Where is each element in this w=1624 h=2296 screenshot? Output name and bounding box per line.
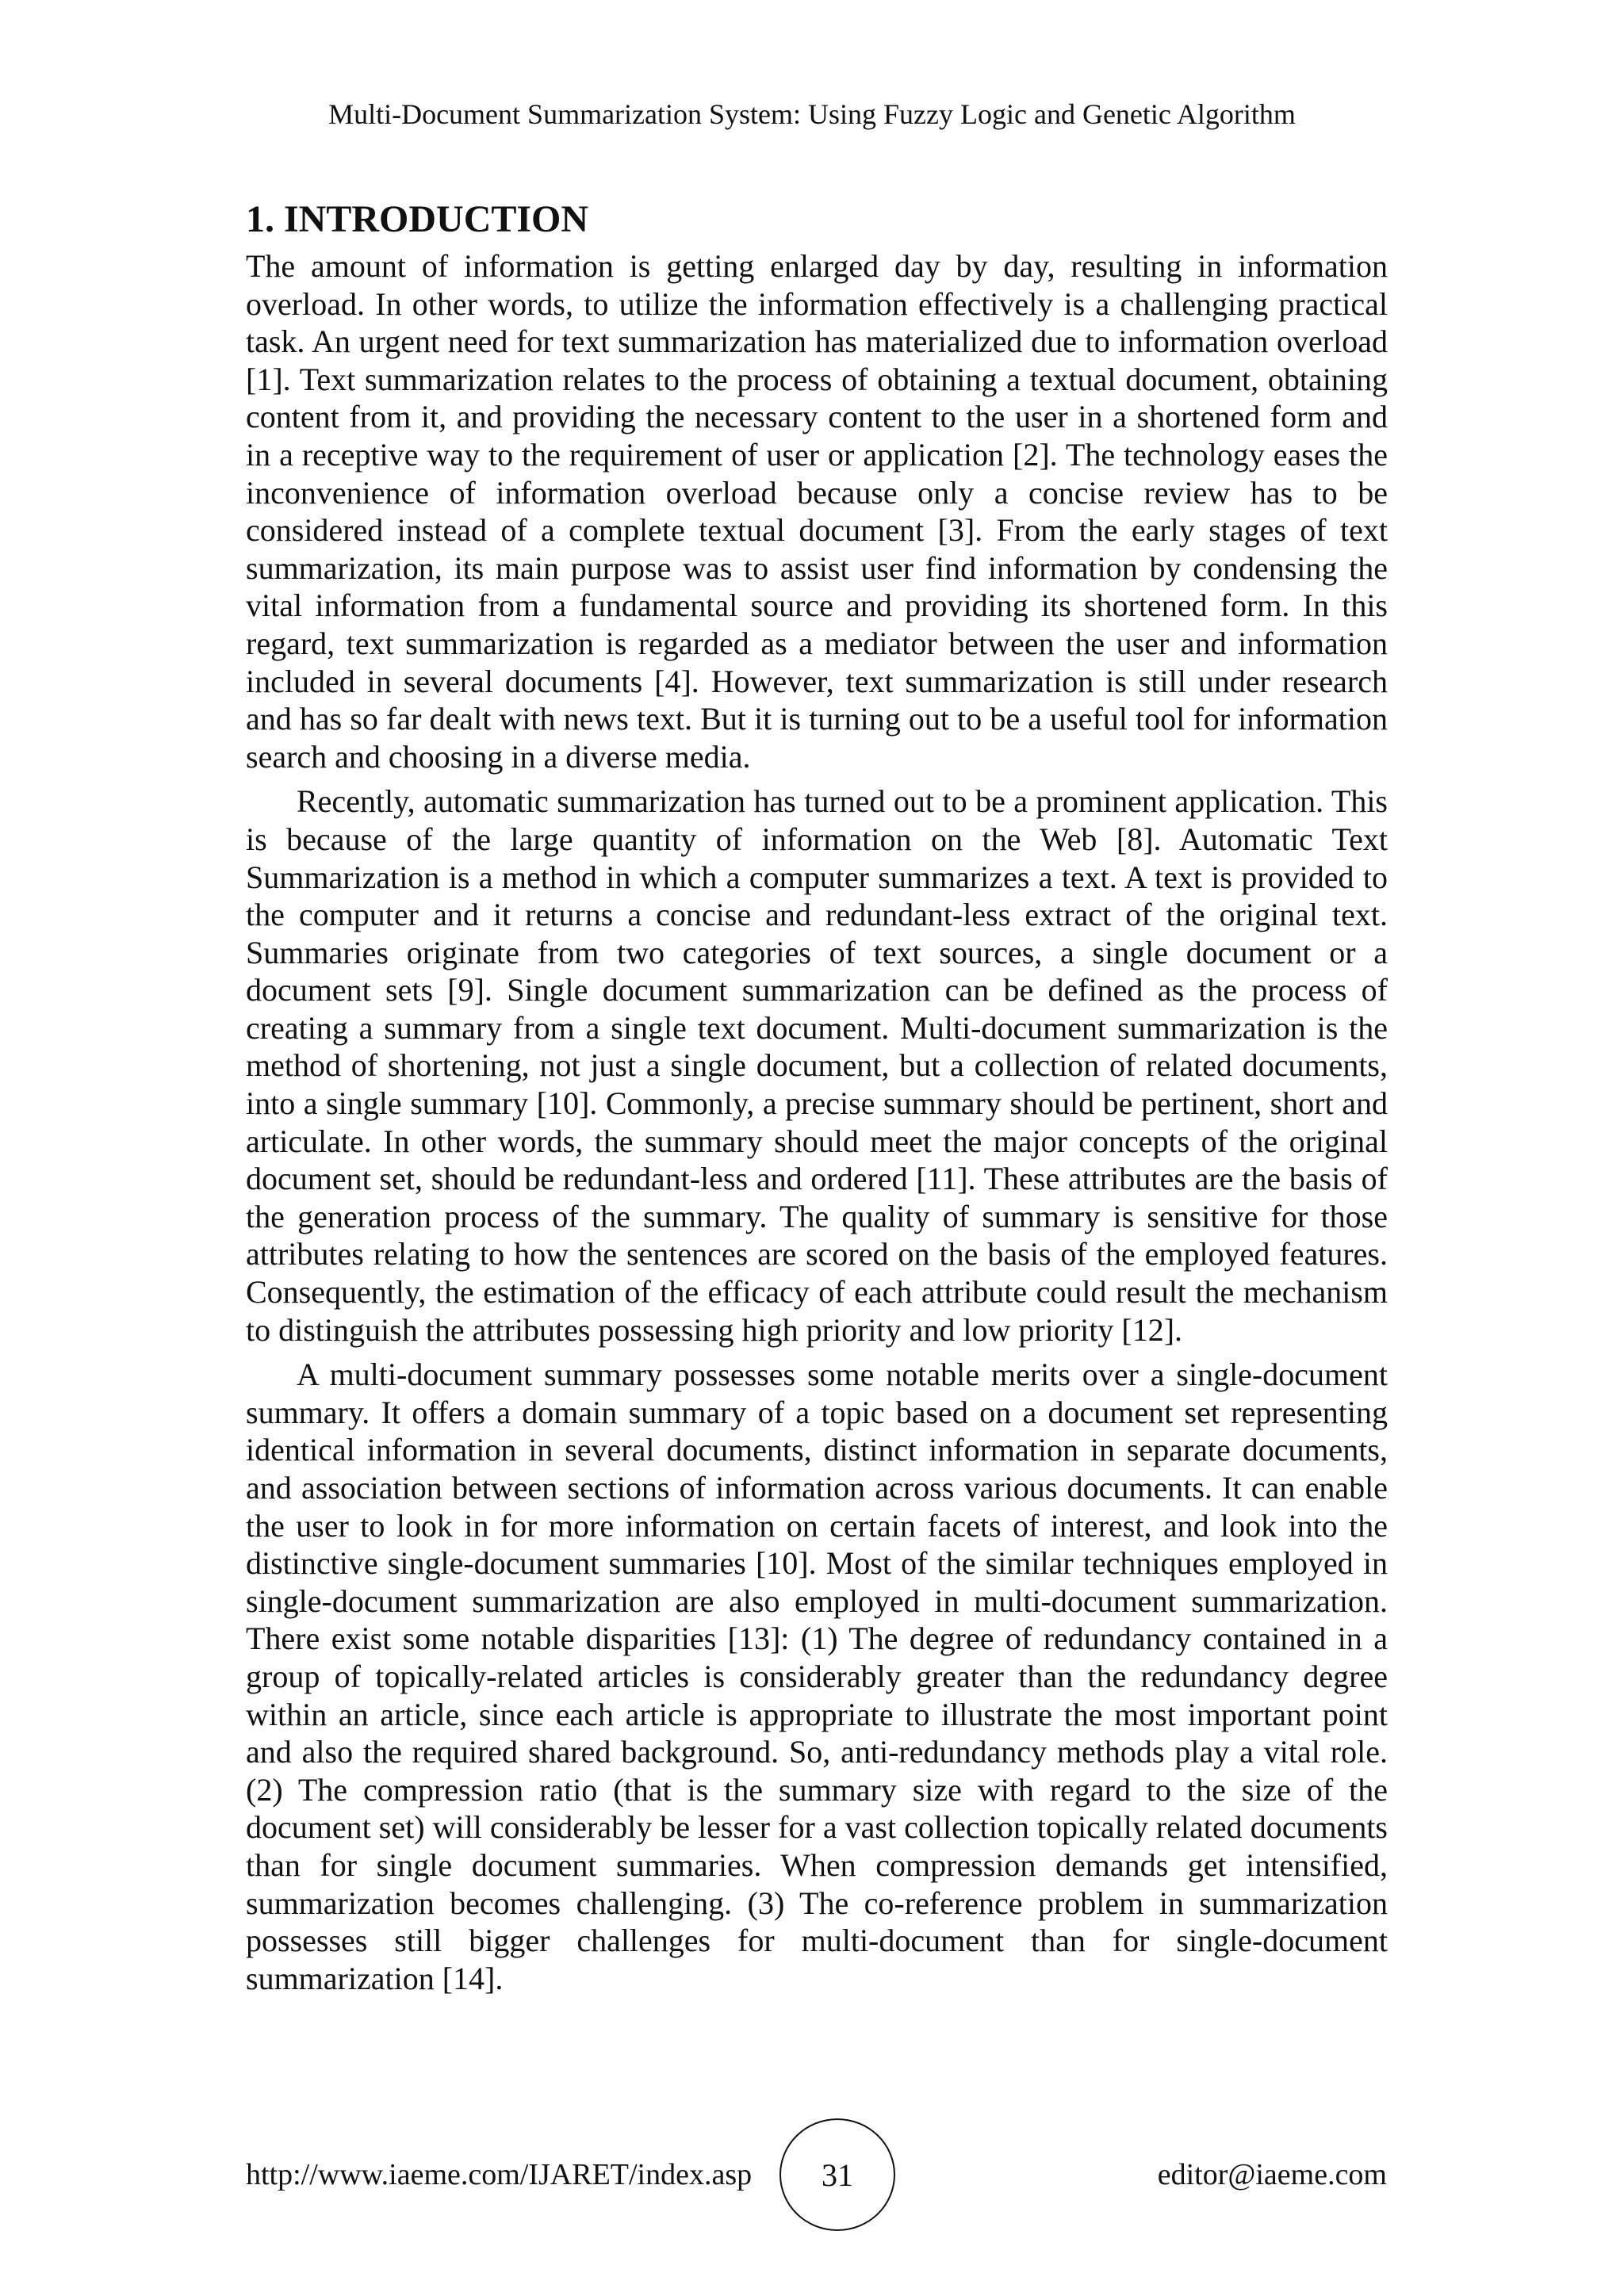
section-heading: 1. INTRODUCTION [246, 198, 589, 240]
section-body [246, 247, 1388, 2004]
paragraph-1: The amount of information is getting enlarged day by day, resulting in information overload. In other words, to utilize the information effectively is a challenging practical task. An urgent need for text summarization has materialized due to information overload [1]. Text summarization relates to the process of obtaining a textual document, obtaining content from it, and providing the necessary content to the user in a shortened form and in a receptive way to the requirement of user or application [2]. The technology eases the inconvenience of information overload because only a concise review has to be considered instead of a complete textual document [3]. From the early stages of text summarization, its main purpose was to assist user find information by condensing the vital information from a fundamental source and providing its shortened form. In this regard, text summarization is regarded as a mediator between the user and information included in several documents [4]. However, text summarization is still under research and has so far dealt with news text. But it is turning out to be a useful tool for information search and choosing in a diverse media. [246, 248, 1388, 775]
footer-email-link[interactable]: editor@iaeme.com [1157, 2158, 1387, 2191]
footer-url-link[interactable]: http://www.iaeme.com/IJARET/index.asp [246, 2158, 753, 2191]
page-number: 31 [779, 2118, 895, 2231]
paragraph-2: Recently, automatic summarization has turned out to be a prominent application. This is because of the large quantity of information on the Web [8]. Automatic Text Summarization is a method in which a computer summarizes a text. A text is provided to the computer and it returns a concise and redundant-less extract of the original text. Summaries originate from two categories of text sources, a single document or a document sets [9]. Single document summarization can be defined as the process of creating a summary from a single text document. Multi-document summarization is the method of shortening, not just a single document, but a collection of related documents, into a single summary [10]. Commonly, a precise summary should be pertinent, short and articulate. In other words, the summary should meet the major concepts of the original document set, should be redundant-less and ordered [11]. These attributes are the basis of the generation process of the summary. The quality of summary is sensitive for those attributes relating to how the sentences are scored on the basis of the employed features. Consequently, the estimation of the efficacy of each attribute could result the mechanism to distinguish the attributes possessing high priority and low priority [12]. [246, 783, 1388, 1348]
running-header: Multi-Document Summarization System: Using Fuzzy Logic and Genetic Algorithm [328, 98, 1296, 130]
paragraph-3: A multi-document summary possesses some notable merits over a single-document summary. It offers a domain summary of a topic based on a document set representing identical information in several documents, distinct information in separate documents, and association between sections of information across various documents. It can enable the user to look in for more information on certain facets of interest, and look into the distinctive single-document summaries [10]. Most of the similar techniques employed in single-document summarization are also employed in multi-document summarization. There exist some notable disparities [13]: (1) The degree of redundancy contained in a group of topically-related articles is considerably greater than the redundancy degree within an article, since each article is appropriate to illustrate the most important point and also the required shared background. So, anti-redundancy methods play a vital role. (2) The compression ratio (that is the summary size with regard to the size of the document set) will considerably be lesser for a vast collection topically related documents than for single document summaries. When compression demands get intensified, summarization becomes challenging. (3) The co-reference problem in summarization possesses still bigger challenges for multi-document than for single-document summarization [14]. [246, 1357, 1388, 1996]
